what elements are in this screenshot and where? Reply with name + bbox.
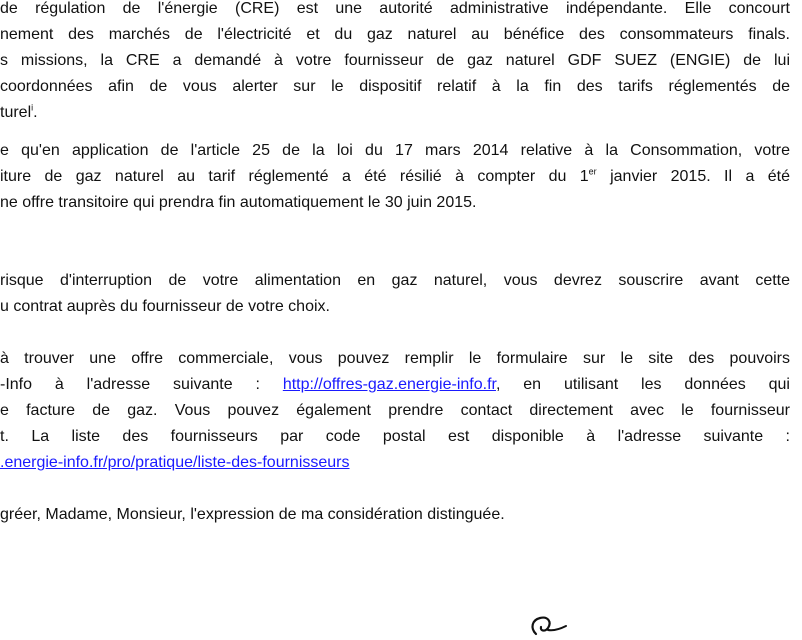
- paragraph-contract-termination: [0, 138, 790, 216]
- text-fragment: turel: [0, 104, 32, 121]
- text-line: s missions, la CRE a demandé à votre fournisseur de gaz naturel GDF SUEZ (ENGIE) de lui: [0, 52, 790, 69]
- text-line: risque d'interruption de votre alimentation en gaz naturel, vous devrez souscrire avant cette: [0, 272, 790, 289]
- paragraph-cre-introduction: [0, 0, 790, 126]
- text-line: e facture de gaz. Vous pouvez également prendre contact directement avec le fournisseur: [0, 402, 790, 419]
- fournisseurs-list-link[interactable]: .energie-info.fr/pro/pratique/liste-des-fournisseurs: [0, 454, 350, 471]
- text-fragment: iture de gaz naturel au tarif réglementé a été résilié à compter du 1: [0, 168, 589, 185]
- text-fragment: -Info à l'adresse suivante :: [0, 376, 283, 393]
- text-line: [0, 450, 790, 476]
- text-line: [0, 164, 790, 190]
- signature-mark: [522, 600, 582, 640]
- paragraph-interruption-risk: [0, 268, 790, 320]
- footnote-marker: i: [31, 102, 34, 113]
- offres-gaz-link[interactable]: http://offres-gaz.energie-info.fr: [282, 376, 496, 393]
- text-line: [0, 100, 790, 126]
- text-fragment: , en utilisant les données qui: [495, 376, 790, 393]
- text-line: de régulation de l'énergie (CRE) est une autorité administrative indépendante. Elle concourt: [0, 0, 790, 17]
- paragraph-closing: [0, 502, 790, 528]
- text-line: u contrat auprès du fournisseur de votre choix.: [0, 298, 330, 315]
- text-line: nement des marchés de l'électricité et du gaz naturel au bénéfice des consommateurs finals.: [0, 26, 790, 43]
- text-line: ne offre transitoire qui prendra fin automatiquement le 30 juin 2015.: [0, 194, 477, 211]
- text-fragment: janvier 2015. Il a été: [596, 168, 790, 185]
- text-line: e qu'en application de l'article 25 de la loi du 17 mars 2014 relative à la Consommation, votre: [0, 142, 790, 159]
- text-line: gréer, Madame, Monsieur, l'expression de ma considération distinguée.: [0, 506, 505, 523]
- text-line: coordonnées afin de vous alerter sur le dispositif relatif à la fin des tarifs réglementés de: [0, 78, 790, 95]
- text-line: [0, 372, 790, 398]
- paragraph-find-offer: [0, 346, 790, 476]
- text-line: à trouver une offre commerciale, vous pouvez remplir le formulaire sur le site des pouvoirs: [0, 350, 790, 367]
- superscript: er: [588, 166, 597, 177]
- text-line: t. La liste des fournisseurs par code postal est disponible à l'adresse suivante :: [0, 428, 790, 445]
- text-fragment: .: [33, 104, 38, 121]
